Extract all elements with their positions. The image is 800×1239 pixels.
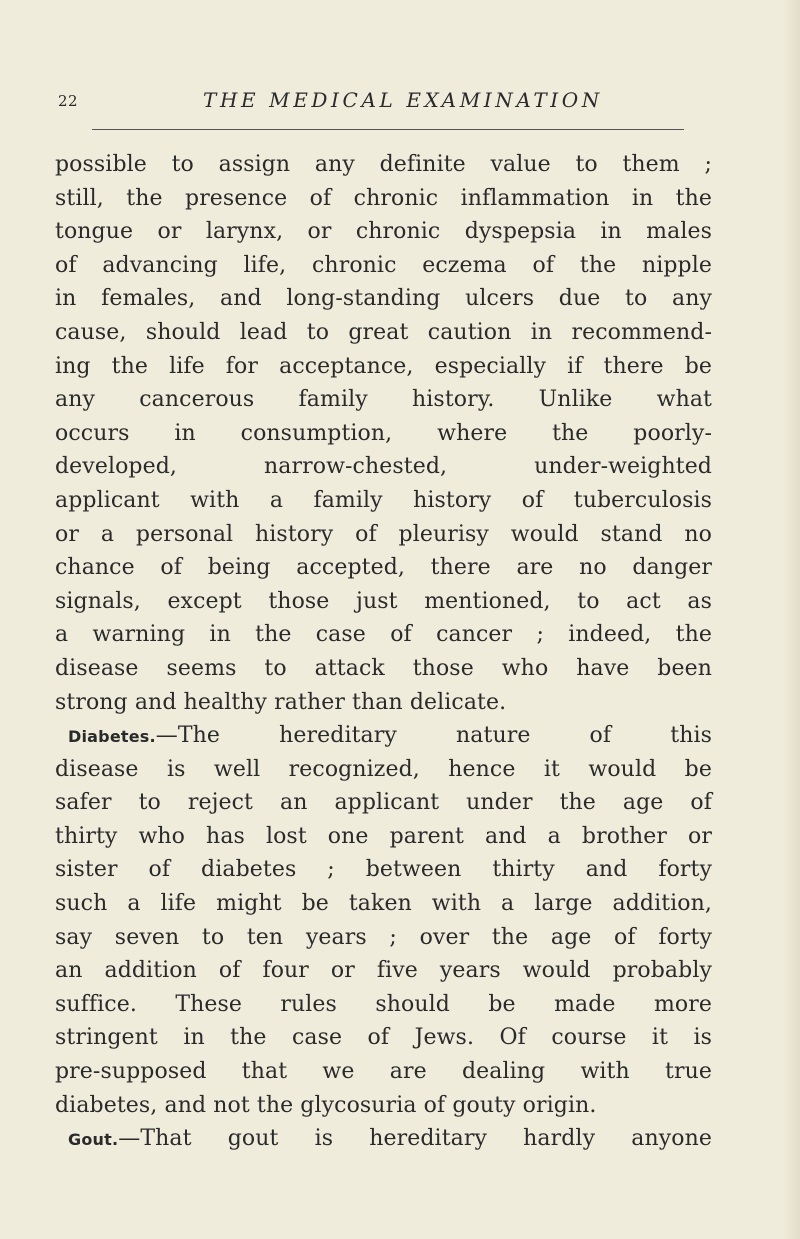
header-rule xyxy=(92,129,684,130)
text-line: disease seems to attack those who have been xyxy=(55,655,712,681)
text-line: thirty who has lost one parent and a brother or xyxy=(55,823,712,849)
text-line: diabetes, and not the glycosuria of gouty origin. xyxy=(55,1092,597,1118)
text-line: possible to assign any definite value to them ; xyxy=(55,152,712,177)
text-line: disease is well recognized, hence it would be xyxy=(55,756,712,782)
gout-paragraph-start xyxy=(55,1122,712,1156)
text-line: applicant with a family history of tuberculosis xyxy=(55,487,712,513)
page-edge-shadow xyxy=(782,0,800,1239)
running-title: THE MEDICAL EXAMINATION xyxy=(203,88,603,112)
text-line: or a personal history of pleurisy would stand no xyxy=(55,521,712,547)
text-line: pre-supposed that we are dealing with true xyxy=(55,1059,712,1085)
text-line: say seven to ten years ; over the age of forty xyxy=(55,924,712,950)
text-line: of advancing life, chronic eczema of the nipple xyxy=(55,252,712,278)
text-line: in females, and long-standing ulcers due to any xyxy=(55,286,712,312)
gout-heading: Gout. xyxy=(68,1130,119,1150)
gout-first-line: —That gout is hereditary hardly anyone xyxy=(118,1126,712,1152)
text-line: developed, narrow-chested, under-weighted xyxy=(55,454,712,480)
text-line: tongue or larynx, or chronic dyspepsia in males xyxy=(55,219,712,245)
text-line: ing the life for acceptance, especially if there be xyxy=(55,353,712,379)
text-line: any cancerous family history. Unlike what xyxy=(55,387,712,413)
diabetes-paragraph-start xyxy=(55,719,712,753)
text-line: stringent in the case of Jews. Of course it is xyxy=(55,1025,712,1051)
diabetes-heading: Diabetes. xyxy=(68,727,156,747)
text-line: a warning in the case of cancer ; indeed, the xyxy=(55,622,712,648)
text-line: occurs in consumption, where the poorly- xyxy=(55,420,712,446)
text-line: such a life might be taken with a large addition, xyxy=(55,891,712,917)
text-line: sister of diabetes ; between thirty and forty xyxy=(55,857,712,883)
page-number: 22 xyxy=(58,92,79,110)
body-text xyxy=(55,148,712,1156)
text-line: an addition of four or five years would probably xyxy=(55,958,712,984)
text-line: chance of being accepted, there are no danger xyxy=(55,555,712,581)
text-line: still, the presence of chronic inflammation in the xyxy=(55,185,712,211)
page-header xyxy=(58,88,698,122)
text-line: signals, except those just mentioned, to act as xyxy=(55,588,712,614)
text-line: strong and healthy rather than delicate. xyxy=(55,689,507,715)
diabetes-first-line: —The hereditary nature of this xyxy=(155,723,712,749)
text-line: suffice. These rules should be made more xyxy=(55,991,712,1017)
text-line: safer to reject an applicant under the age of xyxy=(55,790,712,816)
text-line: cause, should lead to great caution in recommend- xyxy=(55,319,712,345)
